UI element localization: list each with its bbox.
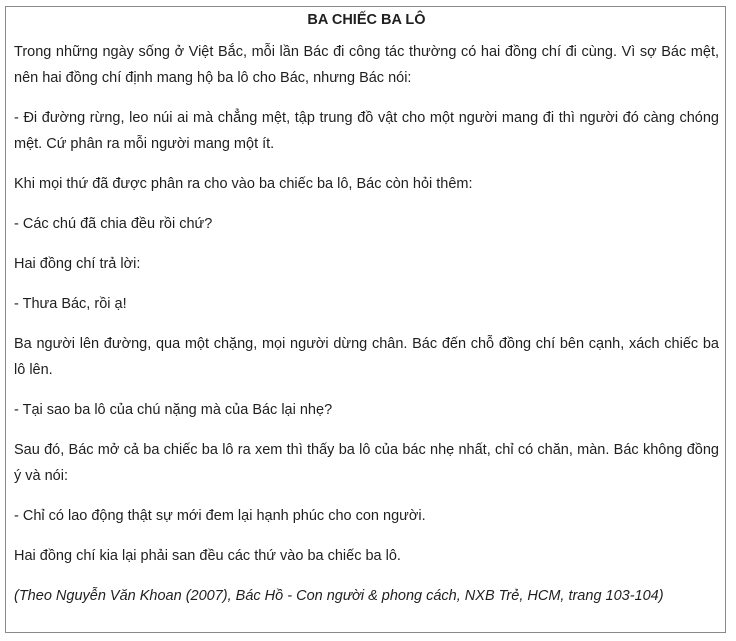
spacer xyxy=(14,569,719,583)
paragraph-5: Hai đồng chí trả lời: xyxy=(14,256,141,272)
paragraph-11: Hai đồng chí kia lại phải san đều các thứ vào ba chiếc ba lô. xyxy=(14,548,401,564)
spacer xyxy=(14,277,719,291)
source-citation: (Theo Nguyễn Văn Khoan (2007), Bác Hồ - Con người & phong cách, NXB Trẻ, HCM, trang 103-104) xyxy=(14,588,664,604)
spacer xyxy=(14,317,719,331)
spacer xyxy=(14,383,719,397)
spacer xyxy=(14,29,719,39)
paragraph-2: - Đi đường rừng, leo núi ai mà chẳng mệt, tập trung đồ vật cho một người mang đi thì người đó càng chóng mệt. Cứ phân ra mỗi người mang một ít. xyxy=(14,110,719,152)
spacer xyxy=(14,237,719,251)
paragraph-6: - Thưa Bác, rồi ạ! xyxy=(14,296,127,312)
paragraph-10: - Chỉ có lao động thật sự mới đem lại hạnh phúc cho con người. xyxy=(14,508,426,524)
spacer xyxy=(14,529,719,543)
paragraph-8: - Tại sao ba lô của chú nặng mà của Bác lại nhẹ? xyxy=(14,402,333,418)
story-frame xyxy=(5,6,726,633)
paragraph-7: Ba người lên đường, qua một chặng, mọi người dừng chân. Bác đến chỗ đồng chí bên cạnh, xách chiếc ba lô lên. xyxy=(14,336,719,378)
paragraph-9: Sau đó, Bác mở cả ba chiếc ba lô ra xem thì thấy ba lô của bác nhẹ nhất, chỉ có chăn, màn. Bác không đồng ý và nói: xyxy=(14,442,719,484)
paragraph-4: - Các chú đã chia đều rồi chứ? xyxy=(14,216,213,232)
paragraph-1: Trong những ngày sống ở Việt Bắc, mỗi lần Bác đi công tác thường có hai đồng chí đi cùng. Vì sợ Bác mệt, nên hai đồng chí định mang hộ ba lô cho Bác, nhưng Bác nói: xyxy=(14,44,719,86)
spacer xyxy=(14,197,719,211)
story-title: BA CHIẾC BA LÔ xyxy=(307,12,426,28)
spacer xyxy=(14,423,719,437)
spacer xyxy=(14,91,719,105)
spacer xyxy=(14,157,719,171)
spacer xyxy=(14,489,719,503)
paragraph-3: Khi mọi thứ đã được phân ra cho vào ba chiếc ba lô, Bác còn hỏi thêm: xyxy=(14,176,473,192)
